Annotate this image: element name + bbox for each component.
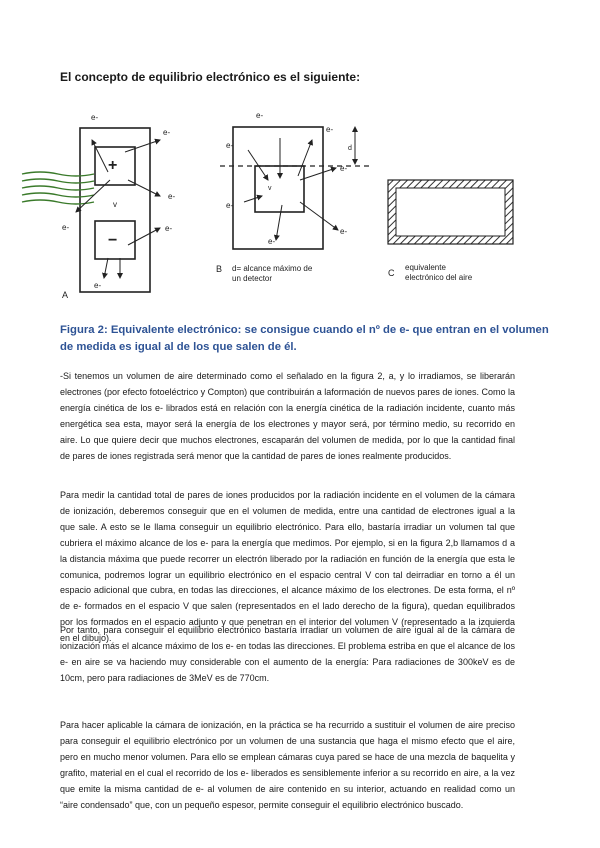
panel-a-electron-label-1: e- <box>91 113 99 122</box>
panel-b-distance-label: d <box>348 145 352 152</box>
panel-c <box>388 180 513 244</box>
paragraph-4: Para hacer aplicable la cámara de ionización, en la práctica se ha recurrido a sustituir el volumen de aire preciso para conseguir el equilibrio electrónico por un volumen de una sustancia que haga el mismo efecto que el aire, pero en mucho menor volumen. Para ello se emplean cámaras cuya pared se hace de una mezcla de baquelita y grafito, material en el cual el recorrido de los e- liberados es sensiblemente inferior a su recorrido en aire, a la vez que emite la misma cantidad de e- al volumen de aire contenido en su interior, actuando en realidad como un “aire condensado” que, con un pequeño espesor, permite conseguir el equilibrio electrónico buscado. <box>60 720 515 810</box>
paragraph-1: -Si tenemos un volumen de aire determinado como el señalado en la figura 2, a, y lo irradiamos, se liberarán electrones (por efecto fotoeléctrico y Compton) que contribuirán a laformación de nuevos pares de iones. Como la energía cinética de los e- librados está en relación con la energía cinética de la radiación incidente, cuanto más energética sea esta, mayor será la energía de los electrones y mayor será, por término medio, su recorrido en aire. Lo que quiere decir que muchos electrones, escaparán del volumen de medida, por lo que la cantidad final de pares de iones registrada será menor que la cantidad de pares de iones realmente producidos. <box>60 371 515 461</box>
panel-a-electron-label-6: e- <box>94 281 102 290</box>
section-heading: El concepto de equilibrio electrónico es el siguiente: <box>60 70 361 84</box>
panel-a-negative-electrode <box>95 221 135 259</box>
panel-b-electron-label-4: e- <box>340 164 348 173</box>
panel-b-electron-label-2: e- <box>326 125 334 134</box>
panel-a-electron-label-2: e- <box>163 128 171 137</box>
panel-c-caption-line1: equivalente <box>405 263 446 272</box>
panel-b-caption-line1: d= alcance máximo de <box>232 264 313 273</box>
panel-b-volume-label: v <box>268 185 272 192</box>
paragraph-3: Por tanto, para conseguir el equilibrio electrónico bastaría irradiar un volumen de aire igual al de la cámara de ionización más el alcance máximo de los e- en todas las direcciones. El problema estriba en que el alcance de los e- en aire se va haciendo muy considerable con el aumento de la energía: Para radiaciones de 300keV es de 10cm, pero para radiaciones de 3MeV es de 770cm. <box>60 625 515 683</box>
panel-a-volume-label: v <box>113 200 117 209</box>
panel-b <box>220 127 370 249</box>
panel-a-electron-label-5: e- <box>165 224 173 233</box>
panel-b-electron-label-3: e- <box>226 141 234 150</box>
panel-a-incident-radiation <box>22 172 94 204</box>
panel-b-central-volume-v <box>255 166 304 212</box>
panel-c-caption-line2: electrónico del aire <box>405 273 473 282</box>
panel-b-electron-label-6: e- <box>340 227 348 236</box>
panel-a <box>22 128 160 292</box>
paragraph-2: Para medir la cantidad total de pares de iones producidos por la radiación incidente en el volumen de la cámara de ionización, deberemos conseguir que en el volumen de medida, entre una cantidad de electrones igual a la que sale. A esto se le llama conseguir un equilibrio electrónico. Para ello, bastaría irradiar un volumen tal que cubriera el máximo alcance de los e- para la energía que medimos. Por ejemplo, si en la figura 2,b llamamos d a la distancia máxima que puede recorrer un electrón liberado por la radiación en función de la energía que esta le comunica, podremos lograr un equilibrio electrónico en el espacio central V con tal deirradiar en torno a él un espacio adicional que cubra, en todas las direcciones, el alcance máximo de los electrones. De esta forma, el nº de e- formados en el espacio V que salen (representados en el lado derecho de la figura), quedan equilibrados por los formados en el espacio adjunto y que penetran en el interior del volumen V (representado a la izquierda en el dibujo). <box>60 490 515 644</box>
panel-a-letter: A <box>62 290 69 300</box>
panel-b-outer-volume <box>233 127 323 249</box>
panel-b-electron-label-7: e- <box>268 237 276 246</box>
panel-c-letter: C <box>388 268 395 278</box>
panel-a-electron-label-4: e- <box>62 223 70 232</box>
panel-c-wall <box>388 180 513 244</box>
panel-b-electron-label-1: e- <box>256 111 264 120</box>
panel-a-volume <box>80 128 150 292</box>
panel-a-positive-electrode <box>95 147 135 185</box>
panel-b-caption-line2: un detector <box>232 274 273 283</box>
panel-b-electron-label-5: e- <box>226 201 234 210</box>
figure-caption: Figura 2: Equivalente electrónico: se consigue cuando el nº de e- que entran en el volumen de medida es igual al de los que salen de él. <box>60 324 549 353</box>
panel-a-plus-sign: + <box>108 157 118 174</box>
panel-b-letter: B <box>216 264 223 274</box>
panel-a-electron-label-3: e- <box>168 192 176 201</box>
panel-a-minus-sign: − <box>108 232 118 249</box>
panel-c-inner <box>396 188 505 236</box>
